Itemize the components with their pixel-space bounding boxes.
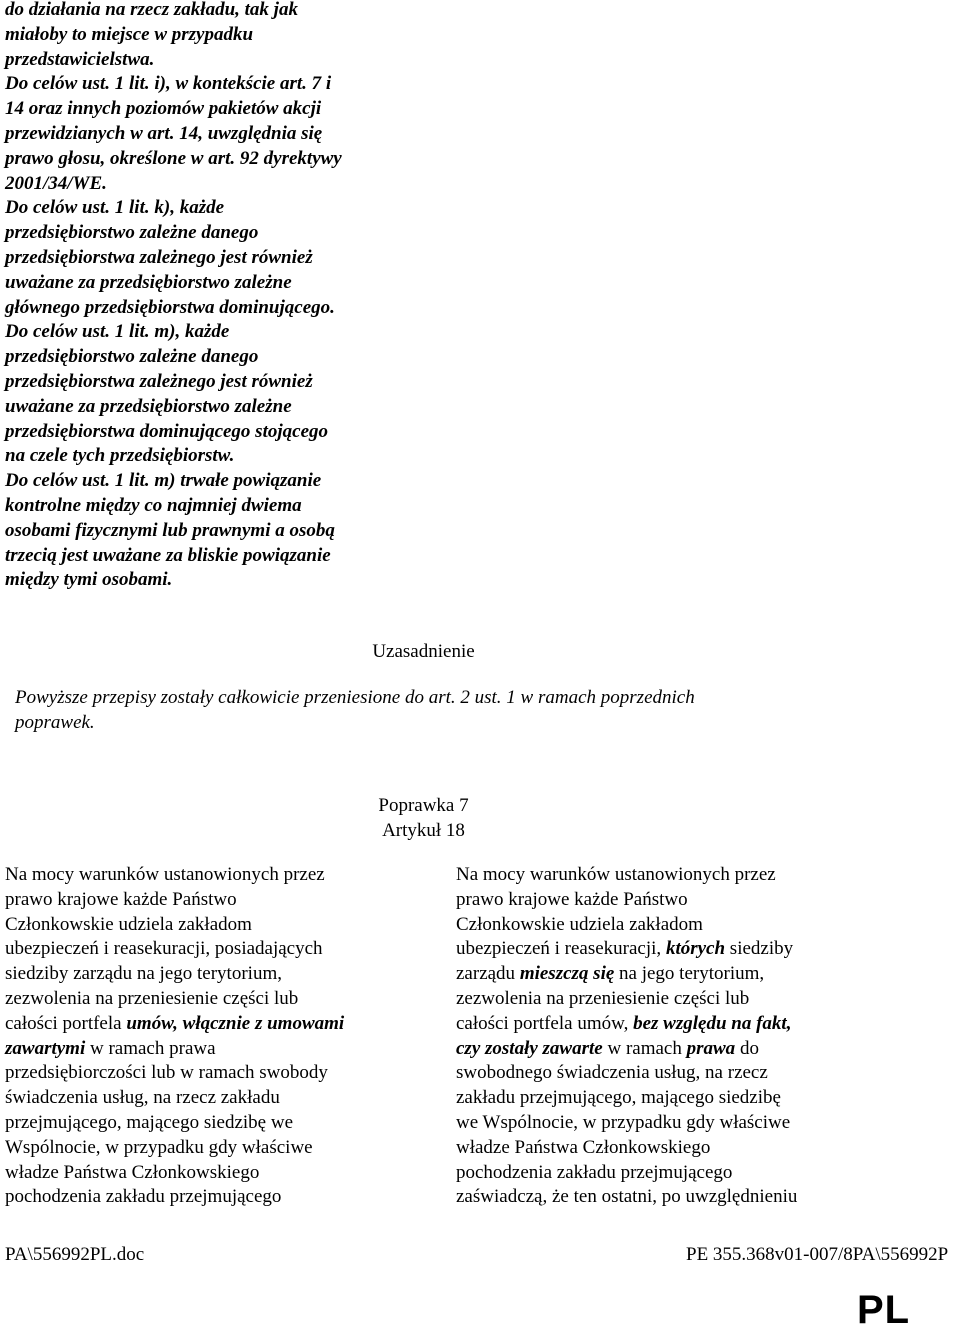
text-line: głównego przedsiębiorstwa dominującego.: [5, 296, 335, 318]
text-line: zezwolenia na przeniesienie części lub: [456, 987, 750, 1009]
inserted-text: czy zostały zawarte: [456, 1037, 603, 1059]
text-segment: ubezpieczeń i reasekuracji,: [456, 938, 666, 960]
text-line: Członkowskie udziela zakładom: [5, 913, 252, 935]
text-segment: całości portfela: [5, 1012, 127, 1034]
text-segment: w ramach prawa: [85, 1037, 216, 1059]
text-line: trzecią jest uważane za bliskie powiązanie: [5, 544, 331, 566]
text-line: prawo krajowe każde Państwo: [5, 888, 237, 910]
text-segment: w ramach: [602, 1037, 687, 1059]
text-line: kontrolne między co najmniej dwiema: [5, 494, 302, 516]
text-line: władze Państwa Członkowskiego: [5, 1161, 260, 1183]
text-line: świadczenia usług, na rzecz zakładu: [5, 1087, 280, 1109]
text-line: [456, 1037, 916, 1062]
article-number: Artykuł 18: [382, 819, 465, 841]
text-line: przedsiębiorstwa zależnego jest również: [5, 370, 313, 392]
amendment-text: [456, 863, 916, 1210]
text-line: prawo krajowe każde Państwo: [456, 888, 688, 910]
text-line: 14 oraz innych poziomów pakietów akcji: [5, 98, 322, 120]
text-segment: całości portfela umów,: [456, 1012, 634, 1034]
justification-heading: Uzasadnienie: [372, 641, 475, 662]
text-line: ubezpieczeń i reasekuracji, posiadających: [5, 938, 323, 960]
text-segment: zarządu: [456, 963, 520, 985]
text-line: we Wspólnocie, w przypadku gdy właściwe: [456, 1111, 791, 1133]
text-segment: do: [735, 1037, 759, 1059]
text-segment: na jego terytorium,: [614, 963, 765, 985]
text-line: pochodzenia zakładu przejmującego: [5, 1186, 282, 1208]
text-line: prawo głosu, określone w art. 92 dyrektywy: [5, 147, 342, 169]
footer-doc-reference: PA\556992PL.doc: [5, 1244, 145, 1265]
text-line: przejmującego, mającego siedzibę we: [5, 1111, 294, 1133]
inserted-text: prawa: [686, 1037, 736, 1059]
text-line: przedsiębiorstwa dominującego stojącego: [5, 420, 328, 442]
text-segment: siedziby: [725, 938, 794, 960]
text-line: Do celów ust. 1 lit. k), każde: [5, 197, 225, 219]
text-line: pochodzenia zakładu przejmującego: [456, 1161, 733, 1183]
text-line: przedsiębiorstwa zależnego jest również: [5, 246, 313, 268]
text-line: [5, 1037, 425, 1062]
text-line: do działania na rzecz zakładu, tak jak: [5, 0, 298, 20]
text-line: przedsiębiorczości lub w ramach swobody: [5, 1062, 328, 1084]
text-line: przedsiębiorstwo zależne danego: [5, 222, 259, 244]
justification-text: [15, 686, 915, 736]
inserted-text: których: [665, 938, 726, 960]
text-line: przewidzianych w art. 14, uwzględnia się: [5, 122, 323, 144]
amendment-number: Poprawka 7: [378, 795, 469, 816]
deleted-text: zawartymi: [5, 1037, 86, 1059]
text-line: Do celów ust. 1 lit. i), w kontekście art. 7 i: [5, 73, 332, 95]
inserted-text: bez względu na fakt,: [633, 1012, 792, 1034]
text-line: miałoby to miejsce w przypadku: [5, 23, 254, 45]
text-line: przedsiębiorstwo zależne danego: [5, 346, 259, 368]
text-line: swobodnego świadczenia usług, na rzecz: [456, 1062, 768, 1084]
text-line: [5, 1012, 425, 1037]
text-line: zezwolenia na przeniesienie części lub: [5, 987, 299, 1009]
text-line: 2001/34/WE.: [5, 172, 107, 194]
text-line: siedziby zarządu na jego terytorium,: [5, 963, 282, 985]
text-line: uważane za przedsiębiorstwo zależne: [5, 271, 292, 293]
text-line: między tymi osobami.: [5, 569, 173, 591]
deleted-text: umów, włącznie z umowami: [126, 1012, 345, 1034]
text-line: Na mocy warunków ustanowionych przez: [456, 864, 776, 885]
text-line: osobami fizycznymi lub prawnymi a osobą: [5, 519, 335, 541]
text-line: uważane za przedsiębiorstwo zależne: [5, 395, 292, 417]
justification-line: Powyższe przepisy zostały całkowicie przeniesione do art. 2 ust. 1 w ramach poprzednich: [15, 687, 695, 708]
inserted-text: mieszczą się: [519, 963, 615, 985]
amendment-text-continued: [5, 0, 425, 593]
text-line: [456, 937, 916, 962]
amendment-heading: [0, 794, 847, 843]
text-line: Na mocy warunków ustanowionych przez: [5, 864, 325, 885]
text-line: przedstawicielstwa.: [5, 48, 155, 70]
text-line: [456, 1012, 916, 1037]
text-line: [456, 962, 916, 987]
text-line: Do celów ust. 1 lit. m) trwałe powiązanie: [5, 470, 322, 492]
text-line: Wspólnocie, w przypadku gdy właściwe: [5, 1136, 313, 1158]
text-line: zakładu przejmującego, mającego siedzibę: [456, 1087, 781, 1109]
justification-line: poprawek.: [15, 711, 95, 733]
text-line: władze Państwa Członkowskiego: [456, 1136, 711, 1158]
text-line: zaświadczą, że ten ostatni, po uwzględnieniu: [456, 1186, 798, 1208]
footer-pe-reference: PE 355.368v01-007/8PA\556992P: [686, 1244, 949, 1265]
text-line: Do celów ust. 1 lit. m), każde: [5, 321, 230, 343]
text-line: na czele tych przedsiębiorstw.: [5, 445, 235, 467]
text-line: Członkowskie udziela zakładom: [456, 913, 703, 935]
language-code: PL: [857, 1288, 911, 1332]
text-proposed-by-commission: [5, 863, 425, 1210]
